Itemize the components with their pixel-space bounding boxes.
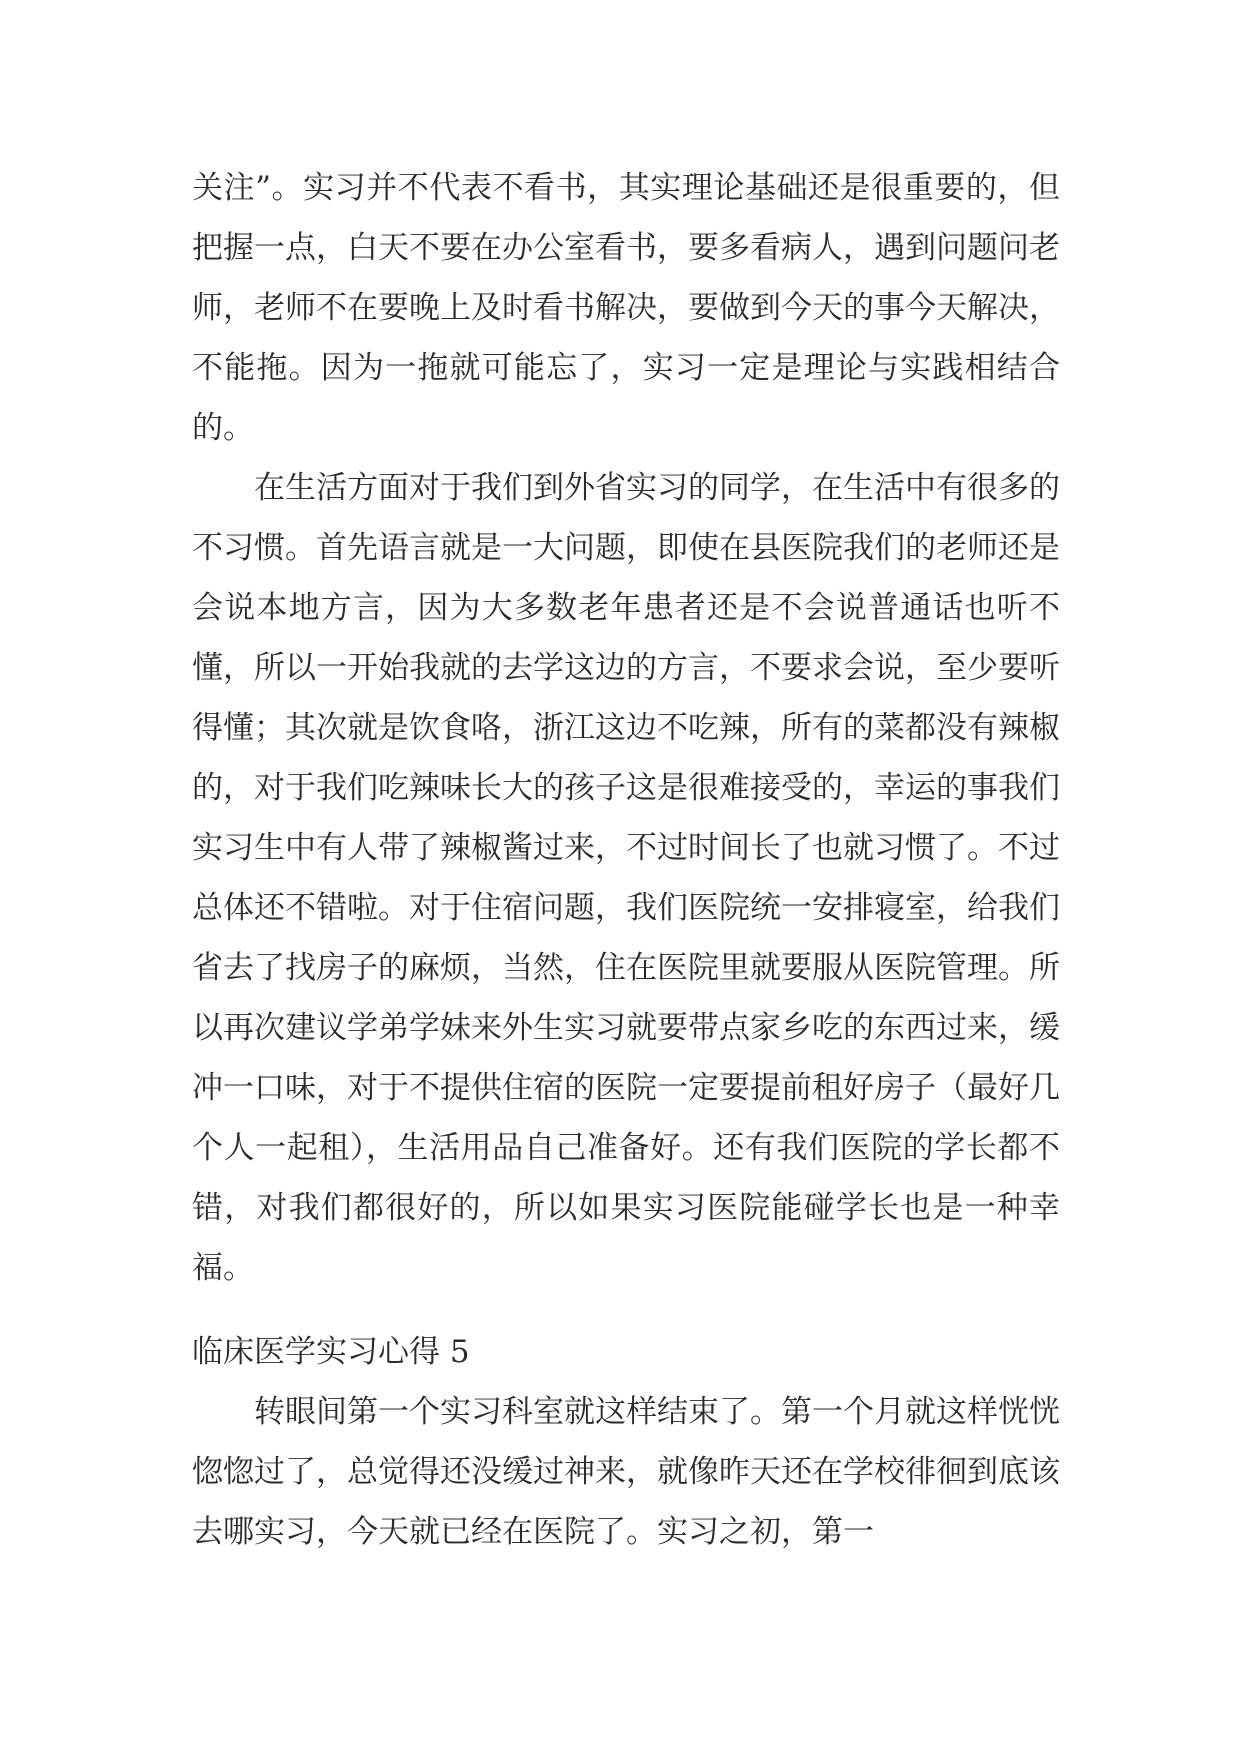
paragraph-living: 在生活方面对于我们到外省实习的同学，在生活中有很多的不习惯。首先语言就是一大问题，即使在县医院我们的老师还是会说本地方言，因为大多数老年患者还是不会说普通话也听不懂，所以一开始我就的去学这边的方言，不要求会说，至少要听得懂；其次就是饮食咯，浙江这边不吃辣，所有的菜都没有辣椒的，对于我们吃辣味长大的孩子这是很难接受的，幸运的事我们实习生中有人带了辣椒酱过来，不过时间长了也就习惯了。不过总体还不错啦。对于住宿问题，我们医院统一安排寝室，给我们省去了找房子的麻烦，当然，住在医院里就要服从医院管理。所以再次建议学弟学妹来外生实习就要带点家乡吃的东西过来，缓冲一口味，对于不提供住宿的医院一定要提前租好房子（最好几个人一起租），生活用品自己准备好。还有我们医院的学长都不错，对我们都很好的，所以如果实习医院能碰学长也是一种幸福。 xyxy=(192,470,1060,1286)
paragraph-section-5: 转眼间第一个实习科室就这样结束了。第一个月就这样恍恍惚惚过了，总觉得还没缓过神来，就像昨天还在学校徘徊到底该去哪实习，今天就已经在医院了。实习之初，第一 xyxy=(192,1394,1060,1550)
text-section-5 xyxy=(192,1322,1060,1562)
paragraph-continued: 关注”。实习并不代表不看书，其实理论基础还是很重要的，但把握一点，白天不要在办公室看书，要多看病人，遇到问题问老师，老师不在要晚上及时看书解决，要做到今天的事今天解决，不能拖。因为一拖就可能忘了，实习一定是理论与实践相结合的。 xyxy=(192,170,1060,446)
text-section-living xyxy=(192,458,1060,1298)
section-heading: 临床医学实习心得 5 xyxy=(192,1334,470,1370)
text-section-top xyxy=(192,158,1060,458)
